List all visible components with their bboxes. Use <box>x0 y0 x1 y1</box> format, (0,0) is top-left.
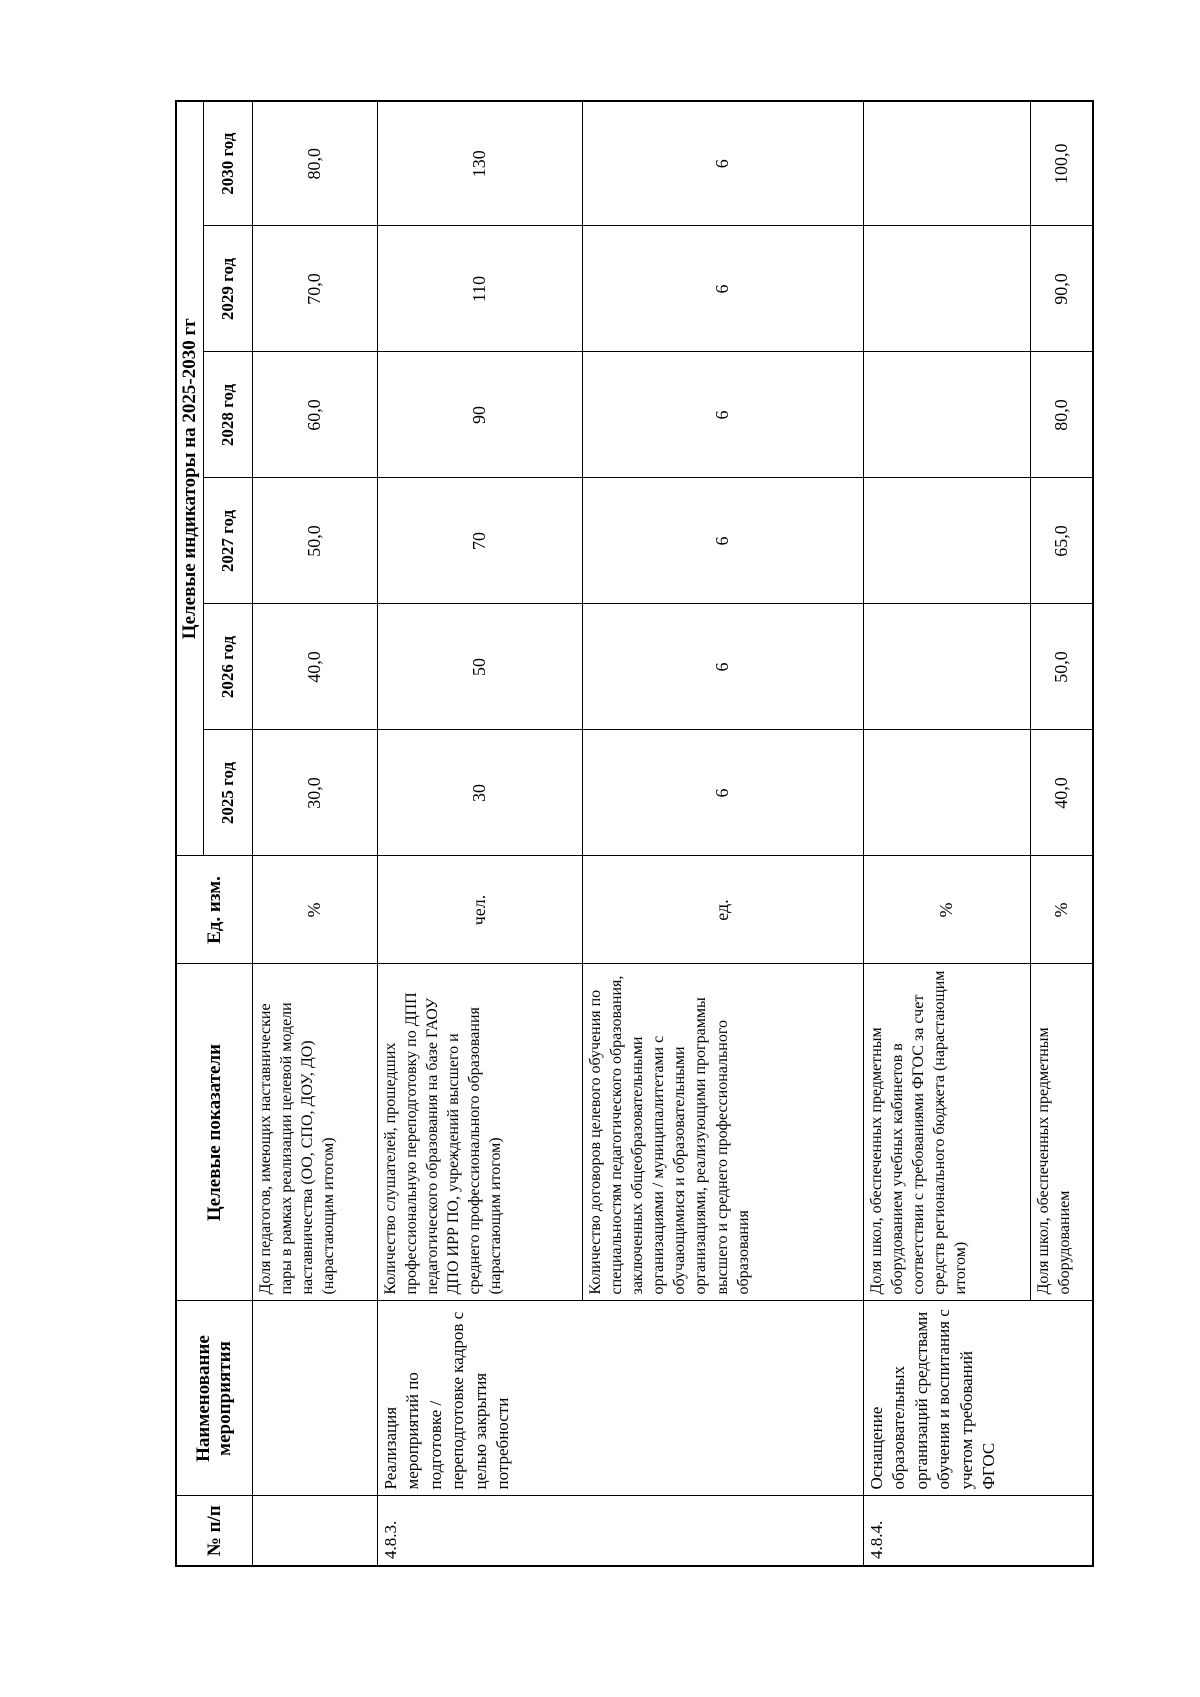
table-row <box>863 101 1030 1566</box>
row-indicator: Доля школ, обеспеченных предметным оборудованием учебных кабинетов в соответствии с требованиями ФГОС за счет средств регионального бюджета (нарастающим итогом) <box>863 964 1030 1301</box>
row-value-2025 <box>863 730 1030 856</box>
row-value-2028: 60,0 <box>252 352 377 478</box>
row-name: Реализация мероприятий по подготовке / переподготовке кадров с целью закрытия потребности <box>377 1301 863 1496</box>
row-value-2030: 6 <box>582 101 863 226</box>
row-value-2029: 90,0 <box>1030 226 1093 352</box>
row-value-2030: 100,0 <box>1030 101 1093 226</box>
row-unit: % <box>1030 856 1093 964</box>
row-unit: % <box>252 856 377 964</box>
table-row <box>252 101 377 1566</box>
row-num: 4.8.3. <box>377 1496 863 1566</box>
header-year-2027: 2027 год <box>203 478 252 604</box>
row-value-2026: 40,0 <box>252 604 377 730</box>
row-num: 4.8.4. <box>863 1496 1093 1566</box>
header-name: Наименование мероприятия <box>176 1301 252 1496</box>
row-indicator: Доля педагогов, имеющих наставнические пары в рамках реализации целевой модели наставничества (ОО, СПО, ДОУ, ДО) (нарастающим итогом) <box>252 964 377 1301</box>
row-value-2025: 30 <box>377 730 582 856</box>
row-value-2027: 70 <box>377 478 582 604</box>
header-year-2026: 2026 год <box>203 604 252 730</box>
row-value-2025: 40,0 <box>1030 730 1093 856</box>
row-value-2029: 6 <box>582 226 863 352</box>
row-indicator: Количество договоров целевого обучения по специальностям педагогического образования, заключенных общеобразовательными организациями / муниципалитетами с обучающимися и образовательными организациями, реализующими программы высшего и среднего профессионального образования <box>582 964 863 1301</box>
table-row <box>377 101 582 1566</box>
row-num <box>252 1496 377 1566</box>
row-unit: ед. <box>582 856 863 964</box>
row-value-2030: 80,0 <box>252 101 377 226</box>
header-targets: Целевые индикаторы на 2025-2030 гг <box>176 101 203 856</box>
row-name: Оснащение образовательных организаций средствами обучения и воспитания с учетом требований ФГОС <box>863 1301 1093 1496</box>
row-value-2026: 50,0 <box>1030 604 1093 730</box>
row-value-2029: 110 <box>377 226 582 352</box>
row-unit: чел. <box>377 856 582 964</box>
row-indicator: Количество слушателей, прошедших профессиональную переподготовку по ДПП педагогического образования на базе ГАОУ ДПО ИРР ПО, учреждений высшего и среднего профессионального образования (нарастающим итогом) <box>377 964 582 1301</box>
row-value-2026: 6 <box>582 604 863 730</box>
header-year-2030: 2030 год <box>203 101 252 226</box>
row-indicator: Доля школ, обеспеченных предметным оборудованием <box>1030 964 1093 1301</box>
indicators-table <box>175 100 1094 1567</box>
row-unit: % <box>863 856 1030 964</box>
header-year-2025: 2025 год <box>203 730 252 856</box>
header-unit: Ед. изм. <box>176 856 252 964</box>
row-value-2027: 50,0 <box>252 478 377 604</box>
row-value-2026: 50 <box>377 604 582 730</box>
header-year-2029: 2029 год <box>203 226 252 352</box>
header-year-2028: 2028 год <box>203 352 252 478</box>
row-value-2027: 6 <box>582 478 863 604</box>
row-value-2028: 6 <box>582 352 863 478</box>
row-value-2030 <box>863 101 1030 226</box>
row-value-2025: 6 <box>582 730 863 856</box>
row-value-2030: 130 <box>377 101 582 226</box>
row-value-2027 <box>863 478 1030 604</box>
header-num: № п/п <box>176 1496 252 1566</box>
row-name <box>252 1301 377 1496</box>
row-value-2028: 90 <box>377 352 582 478</box>
row-value-2029: 70,0 <box>252 226 377 352</box>
row-value-2028: 80,0 <box>1030 352 1093 478</box>
header-indicators: Целевые показатели <box>176 964 252 1301</box>
row-value-2025: 30,0 <box>252 730 377 856</box>
row-value-2028 <box>863 352 1030 478</box>
row-value-2027: 65,0 <box>1030 478 1093 604</box>
row-value-2029 <box>863 226 1030 352</box>
row-value-2026 <box>863 604 1030 730</box>
rotated-page-table <box>175 102 1088 1567</box>
